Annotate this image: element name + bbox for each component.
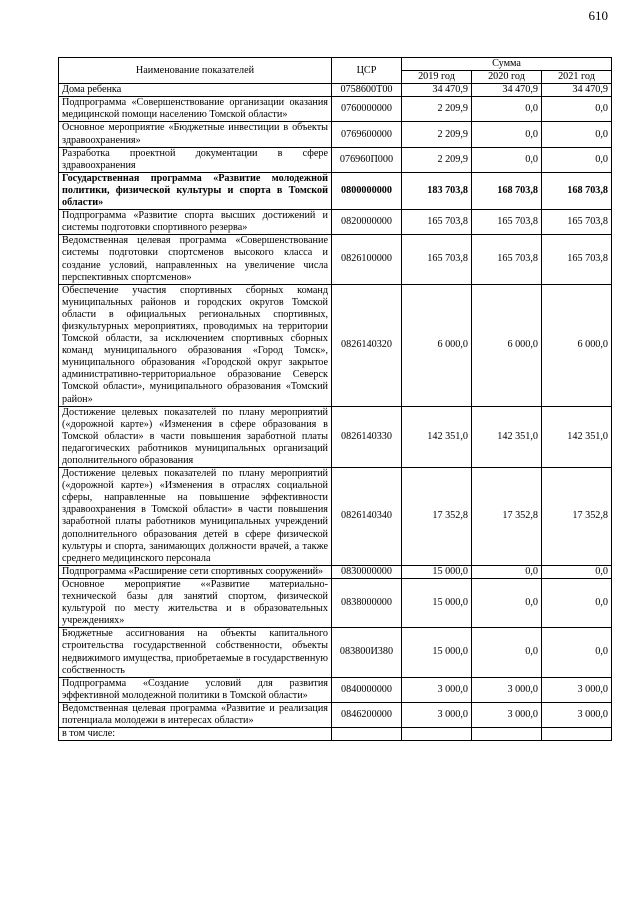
header-year-2019: 2019 год — [402, 71, 472, 84]
row-name: Основное мероприятие ««Развитие материально-технической базы для занятий спортом, физической культурой по месту жительства и в образовательных учреждениях» — [59, 578, 332, 627]
row-value-2021: 168 703,8 — [542, 172, 612, 209]
row-name: в том числе: — [59, 728, 332, 741]
row-value-2020: 0,0 — [472, 578, 542, 627]
row-value-2021: 165 703,8 — [542, 235, 612, 284]
table-row — [59, 97, 612, 122]
header-year-2020: 2020 год — [472, 71, 542, 84]
table-row — [59, 628, 612, 677]
empty-cell — [402, 728, 472, 741]
row-value-2021: 34 470,9 — [542, 84, 612, 97]
row-value-2019: 165 703,8 — [402, 235, 472, 284]
row-value-2020: 0,0 — [472, 628, 542, 677]
row-name: Государственная программа «Развитие молодежной политики, физической культуры и спорта в Томской области» — [59, 172, 332, 209]
row-value-2021: 0,0 — [542, 628, 612, 677]
header-sum: Сумма — [402, 58, 612, 71]
row-code: 0826140340 — [332, 468, 402, 566]
row-value-2021: 3 000,0 — [542, 677, 612, 702]
budget-table — [58, 57, 612, 741]
row-code: 0830000000 — [332, 565, 402, 578]
row-value-2020: 165 703,8 — [472, 210, 542, 235]
row-code: 083800И380 — [332, 628, 402, 677]
row-value-2021: 0,0 — [542, 565, 612, 578]
row-code: 0758600Т00 — [332, 84, 402, 97]
table-row — [59, 284, 612, 406]
row-value-2019: 3 000,0 — [402, 677, 472, 702]
row-name: Ведомственная целевая программа «Совершенствование системы подготовки спортсменов высокого класса и создание условий, направленных на увеличение числа перспективных спортсменов» — [59, 235, 332, 284]
row-name: Подпрограмма «Совершенствование организации оказания медицинской помощи населению Томской области» — [59, 97, 332, 122]
table-row — [59, 84, 612, 97]
row-value-2020: 0,0 — [472, 147, 542, 172]
row-value-2019: 17 352,8 — [402, 468, 472, 566]
row-name: Подпрограмма «Развитие спорта высших достижений и системы подготовки спортивного резерва» — [59, 210, 332, 235]
row-name: Дома ребенка — [59, 84, 332, 97]
row-value-2020: 17 352,8 — [472, 468, 542, 566]
row-code: 0838000000 — [332, 578, 402, 627]
table-row — [59, 468, 612, 566]
row-code: 0826140320 — [332, 284, 402, 406]
table-row — [59, 210, 612, 235]
row-value-2020: 0,0 — [472, 565, 542, 578]
row-value-2019: 15 000,0 — [402, 578, 472, 627]
row-code: 0800000000 — [332, 172, 402, 209]
empty-cell — [542, 728, 612, 741]
table-row — [59, 235, 612, 284]
row-value-2020: 3 000,0 — [472, 702, 542, 727]
row-value-2021: 17 352,8 — [542, 468, 612, 566]
row-value-2020: 0,0 — [472, 122, 542, 147]
table-row — [59, 122, 612, 147]
row-name: Разработка проектной документации в сфере здравоохранения — [59, 147, 332, 172]
row-value-2020: 168 703,8 — [472, 172, 542, 209]
header-year-2021: 2021 год — [542, 71, 612, 84]
table-row — [59, 172, 612, 209]
row-value-2020: 34 470,9 — [472, 84, 542, 97]
row-value-2021: 0,0 — [542, 147, 612, 172]
row-value-2021: 0,0 — [542, 97, 612, 122]
header-name: Наименование показателей — [59, 58, 332, 84]
row-value-2021: 0,0 — [542, 122, 612, 147]
table-row — [59, 565, 612, 578]
table-row — [59, 677, 612, 702]
row-name: Достижение целевых показателей по плану мероприятий («дорожной карте») «Изменения в отраслях социальной сферы, направленные на повышение эффективности здравоохранения в Томской области» в части повышения заработной платы работников муниципальных учреждений дополнительного образования детей в сфере физической культуры и спорта, занимающих должности врачей, а также среднего медицинского персонала — [59, 468, 332, 566]
empty-cell — [472, 728, 542, 741]
page-number: 610 — [588, 8, 608, 23]
row-value-2020: 142 351,0 — [472, 406, 542, 467]
row-code: 0846200000 — [332, 702, 402, 727]
row-value-2021: 142 351,0 — [542, 406, 612, 467]
row-value-2020: 0,0 — [472, 97, 542, 122]
row-value-2021: 0,0 — [542, 578, 612, 627]
row-code: 0826140330 — [332, 406, 402, 467]
table-row — [59, 147, 612, 172]
row-code: 076960П000 — [332, 147, 402, 172]
row-value-2019: 15 000,0 — [402, 565, 472, 578]
row-name: Достижение целевых показателей по плану мероприятий («дорожной карте») «Изменения в сфере образования в Томской области» в части повышения заработной платы педагогических работников муниципальных организаций дополнительного образования — [59, 406, 332, 467]
row-name: Подпрограмма «Расширение сети спортивных сооружений» — [59, 565, 332, 578]
row-name: Основное мероприятие «Бюджетные инвестиции в объекты здравоохранения» — [59, 122, 332, 147]
row-value-2021: 3 000,0 — [542, 702, 612, 727]
row-code: 0840000000 — [332, 677, 402, 702]
row-code: 0769600000 — [332, 122, 402, 147]
header-code: ЦСР — [332, 58, 402, 84]
row-value-2019: 183 703,8 — [402, 172, 472, 209]
row-name: Ведомственная целевая программа «Развитие и реализация потенциала молодежи в интересах области» — [59, 702, 332, 727]
row-value-2019: 3 000,0 — [402, 702, 472, 727]
table-row — [59, 702, 612, 727]
row-value-2021: 6 000,0 — [542, 284, 612, 406]
row-value-2019: 165 703,8 — [402, 210, 472, 235]
table-row — [59, 578, 612, 627]
row-value-2019: 34 470,9 — [402, 84, 472, 97]
row-code: 0760000000 — [332, 97, 402, 122]
row-code: 0820000000 — [332, 210, 402, 235]
row-value-2020: 3 000,0 — [472, 677, 542, 702]
row-value-2020: 6 000,0 — [472, 284, 542, 406]
empty-cell — [332, 728, 402, 741]
row-value-2019: 15 000,0 — [402, 628, 472, 677]
table-body — [59, 84, 612, 741]
row-value-2019: 142 351,0 — [402, 406, 472, 467]
table-row — [59, 728, 612, 741]
row-value-2020: 165 703,8 — [472, 235, 542, 284]
row-value-2019: 2 209,9 — [402, 147, 472, 172]
row-name: Обеспечение участия спортивных сборных команд муниципальных районов и городских округов Томской области в официальных региональных спортивных, физкультурных мероприятиях, проводимых на территории Томской области, за исключением спортивных сборных команд муниципального образования «Город Томск», муниципального образования «Городской округ закрытое административно-территориальное образование Северск Томской области», муниципального образования «Томский район» — [59, 284, 332, 406]
table-row — [59, 406, 612, 467]
row-name: Подпрограмма «Создание условий для развития эффективной молодежной политики в Томской области» — [59, 677, 332, 702]
row-value-2019: 2 209,9 — [402, 97, 472, 122]
row-value-2019: 2 209,9 — [402, 122, 472, 147]
row-value-2019: 6 000,0 — [402, 284, 472, 406]
row-name: Бюджетные ассигнования на объекты капитального строительства государственной собственности, объекты недвижимого имущества, приобретаемые в государственную собственность — [59, 628, 332, 677]
row-value-2021: 165 703,8 — [542, 210, 612, 235]
row-code: 0826100000 — [332, 235, 402, 284]
